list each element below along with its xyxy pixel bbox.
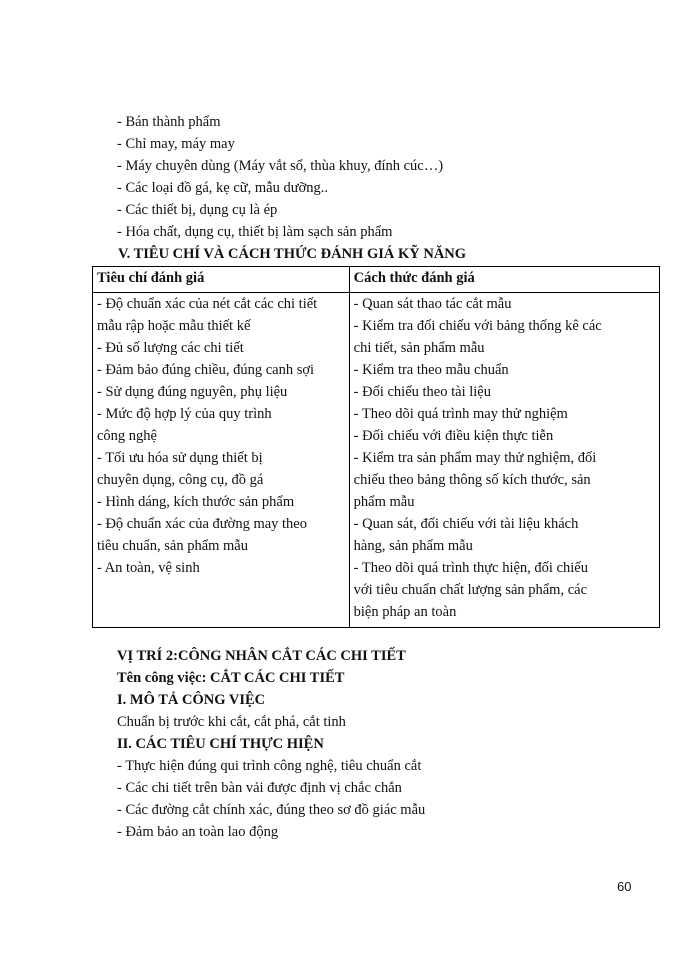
criteria-line: công nghệ [97, 428, 157, 444]
intro-item: - Các loại đồ gá, kẹ cữ, mẫu dưỡng.. [117, 180, 329, 196]
method-line: - Quan sát thao tác cắt mẫu [353, 296, 512, 312]
method-line: - Quan sát, đối chiếu với tài liệu khách [353, 516, 579, 532]
method-line: biện pháp an toàn [353, 604, 457, 620]
criteria-line: - Độ chuẩn xác của đường may theo [97, 516, 307, 532]
table-row [93, 293, 660, 628]
job-name: Tên công việc: CẮT CÁC CHI TIẾT [117, 670, 345, 686]
method-line: với tiêu chuẩn chất lượng sản phẩm, các [353, 582, 588, 598]
intro-item: - Chỉ may, máy may [117, 136, 235, 152]
method-line: - Kiểm tra sản phẩm may thử nghiệm, đối [353, 450, 597, 466]
criteria-line: - Độ chuẩn xác của nét cắt các chi tiết [97, 296, 318, 312]
criteria-line: - An toàn, vệ sinh [97, 560, 200, 576]
page-number: 60 [617, 879, 632, 894]
method-line: chiếu theo bảng thông số kích thước, sản [353, 472, 591, 488]
criteria-cell [93, 293, 350, 628]
method-line: phẩm mẫu [353, 494, 415, 510]
table-header-row [93, 267, 660, 293]
method-line: - Theo dõi quá trình may thử nghiệm [353, 406, 568, 422]
method-line: hàng, sản phẩm mẫu [353, 538, 473, 554]
method-cell [349, 293, 659, 628]
table-header-criteria: Tiêu chí đánh giá [93, 267, 350, 293]
section-1-heading: I. MÔ TẢ CÔNG VIỆC [117, 692, 266, 708]
section-2-heading: II. CÁC TIÊU CHÍ THỰC HIỆN [117, 736, 324, 752]
section-2-item: - Các đường cắt chính xác, đúng theo sơ đồ giác mẫu [117, 802, 426, 818]
section-1-text: Chuẩn bị trước khi cắt, cắt phá, cắt tinh [117, 714, 346, 730]
criteria-line: mẫu rập hoặc mẫu thiết kế [97, 318, 251, 334]
method-line: chi tiết, sản phẩm mẫu [353, 340, 485, 356]
intro-item: - Bán thành phẩm [117, 114, 221, 130]
criteria-line: - Đảm bảo đúng chiều, đúng canh sợi [97, 362, 315, 378]
assessment-table [92, 266, 660, 628]
method-line: - Kiểm tra theo mẫu chuẩn [353, 362, 509, 378]
method-line: - Theo dõi quá trình thực hiện, đối chiếu [353, 560, 588, 576]
criteria-line: - Mức độ hợp lý của quy trình [97, 406, 272, 422]
criteria-line: - Đủ số lượng các chi tiết [97, 340, 244, 356]
intro-item: - Hóa chất, dụng cụ, thiết bị làm sạch sản phẩm [117, 224, 393, 240]
method-line: - Kiểm tra đối chiếu với bảng thống kê các [353, 318, 602, 334]
criteria-line: chuyên dụng, công cụ, đồ gá [97, 472, 264, 488]
section-2-item: - Đảm bảo an toàn lao động [117, 824, 279, 840]
criteria-line: tiêu chuẩn, sản phẩm mẫu [97, 538, 248, 554]
method-line: - Đối chiếu với điều kiện thực tiễn [353, 428, 554, 444]
section-2-item: - Các chi tiết trên bàn vải được định vị chắc chắn [117, 780, 402, 796]
section-5-heading: V. TIÊU CHÍ VÀ CÁCH THỨC ĐÁNH GIÁ KỸ NĂNG [118, 246, 467, 262]
intro-item: - Các thiết bị, dụng cụ là ép [117, 202, 278, 218]
method-line: - Đối chiếu theo tài liệu [353, 384, 491, 400]
criteria-line: - Sử dụng đúng nguyên, phụ liệu [97, 384, 288, 400]
intro-item: - Máy chuyên dùng (Máy vắt sổ, thùa khuy, đính cúc…) [117, 158, 444, 174]
section-2-item: - Thực hiện đúng qui trình công nghệ, tiêu chuẩn cắt [117, 758, 422, 774]
table-header-method: Cách thức đánh giá [349, 267, 659, 293]
position-heading: VỊ TRÍ 2:CÔNG NHÂN CẮT CÁC CHI TIẾT [117, 648, 406, 664]
criteria-line: - Hình dáng, kích thước sản phẩm [97, 494, 295, 510]
criteria-line: - Tối ưu hóa sử dụng thiết bị [97, 450, 263, 466]
